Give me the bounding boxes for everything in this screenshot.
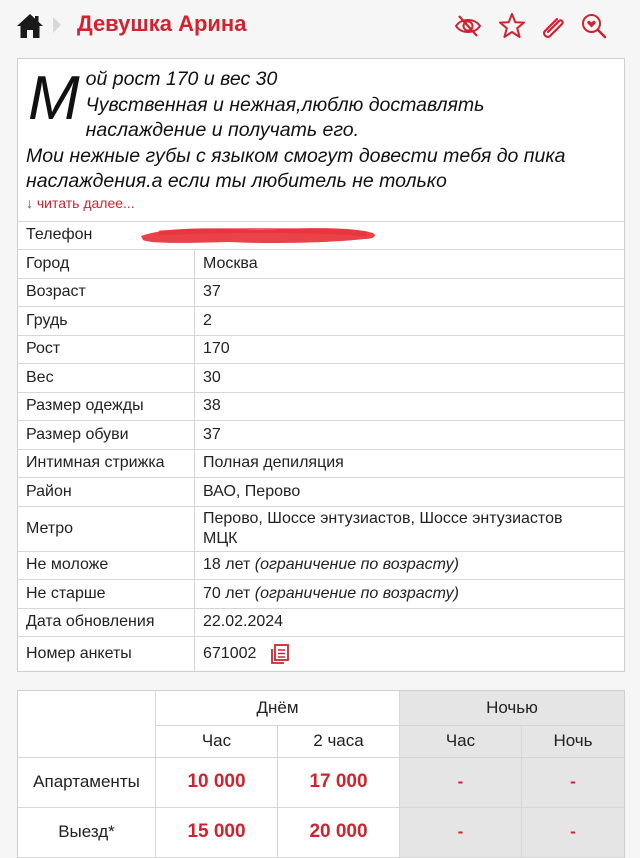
price-row-apartments xyxy=(18,757,624,807)
info-row xyxy=(18,421,624,450)
price-cell: - xyxy=(400,807,522,857)
metro-line: Перово, Шоссе энтузиастов, Шоссе энтузиастов xyxy=(203,509,563,527)
price-row-label: Выезд* xyxy=(18,807,156,857)
info-row xyxy=(18,250,624,279)
description-text xyxy=(26,64,616,195)
star-icon[interactable] xyxy=(498,12,526,40)
info-row-metro xyxy=(18,506,624,551)
min-age-value: 18 лет xyxy=(203,556,251,574)
profile-id-value: 671002 xyxy=(203,645,257,663)
info-row-phone xyxy=(18,221,624,250)
heart-search-icon[interactable] xyxy=(580,12,608,40)
age-note: (ограничение по возрасту) xyxy=(254,584,459,602)
home-icon[interactable] xyxy=(16,13,44,39)
info-value: 30 xyxy=(195,364,625,393)
info-label: Телефон xyxy=(18,221,195,250)
info-label: Дата обновления xyxy=(18,608,195,637)
info-row xyxy=(18,580,624,609)
info-value: ВАО, Перово xyxy=(195,478,625,507)
info-label: Вес xyxy=(18,364,195,393)
info-value: 22.02.2024 xyxy=(195,608,625,637)
info-value: Полная депиляция xyxy=(195,449,625,478)
metro-value xyxy=(195,506,625,551)
info-value: 37 xyxy=(195,421,625,450)
info-label: Район xyxy=(18,478,195,507)
info-row xyxy=(18,551,624,580)
info-value: 2 xyxy=(195,307,625,336)
price-row-outcall xyxy=(18,807,624,857)
profile-id-cell xyxy=(195,637,625,672)
info-row xyxy=(18,637,624,672)
price-cell: 10 000 xyxy=(156,757,278,807)
info-label: Номер анкеты xyxy=(18,637,195,672)
price-cell: - xyxy=(400,757,522,807)
read-more-link[interactable]: ↓ читать далее... xyxy=(26,194,135,211)
description-line: Чувственная и нежная,люблю доставлять xyxy=(85,93,485,116)
info-row xyxy=(18,449,624,478)
price-table xyxy=(18,691,624,858)
price-cell: 15 000 xyxy=(156,807,278,857)
age-note: (ограничение по возрасту) xyxy=(254,556,459,574)
info-row xyxy=(18,392,624,421)
description-line: ой рост 170 и вес 30 xyxy=(85,68,278,90)
price-row-label: Апартаменты xyxy=(18,757,156,807)
info-label: Возраст xyxy=(18,278,195,307)
price-header-row xyxy=(18,691,624,725)
description-line: Мои нежные губы с языком смогут довести тебя до пика xyxy=(26,144,566,167)
phone-value xyxy=(195,221,625,250)
info-label: Размер обуви xyxy=(18,421,195,450)
info-label: Не моложе xyxy=(18,551,195,580)
hide-eye-icon[interactable] xyxy=(454,12,482,40)
info-row xyxy=(18,364,624,393)
subheader-day-hour: Час xyxy=(156,725,278,757)
description-line: наслаждение и получать его. xyxy=(85,119,359,141)
breadcrumb-separator xyxy=(53,17,61,33)
info-label: Интимная стрижка xyxy=(18,449,195,478)
info-label: Город xyxy=(18,250,195,279)
info-value: Москва xyxy=(195,250,625,279)
info-label: Рост xyxy=(18,335,195,364)
copy-icon[interactable] xyxy=(269,643,291,665)
description xyxy=(18,59,624,221)
info-label: Грудь xyxy=(18,307,195,336)
info-row xyxy=(18,478,624,507)
info-row xyxy=(18,335,624,364)
night-header: Ночью xyxy=(400,691,625,725)
paperclip-icon[interactable] xyxy=(540,12,568,40)
info-label: Размер одежды xyxy=(18,392,195,421)
info-value: 38 xyxy=(195,392,625,421)
info-label: Метро xyxy=(18,506,195,551)
subheader-night-full: Ночь xyxy=(522,725,625,757)
info-value: 37 xyxy=(195,278,625,307)
info-value xyxy=(195,551,625,580)
price-card xyxy=(17,690,625,858)
price-cell: 17 000 xyxy=(278,757,400,807)
info-value: 170 xyxy=(195,335,625,364)
max-age-value: 70 лет xyxy=(203,584,251,602)
profile-card xyxy=(17,58,625,672)
subheader-night-hour: Час xyxy=(400,725,522,757)
page-title: Девушка Арина xyxy=(77,11,247,36)
price-cell: 20 000 xyxy=(278,807,400,857)
info-row xyxy=(18,608,624,637)
dropcap-letter: М xyxy=(28,64,80,133)
price-corner-cell xyxy=(18,691,156,757)
day-header: Днём xyxy=(156,691,400,725)
phone-redaction-mark xyxy=(139,224,379,246)
subheader-day-2hours: 2 часа xyxy=(278,725,400,757)
profile-info-table xyxy=(18,221,624,672)
info-row xyxy=(18,278,624,307)
info-row xyxy=(18,307,624,336)
top-bar xyxy=(0,0,640,52)
metro-line: МЦК xyxy=(203,529,238,547)
info-value xyxy=(195,580,625,609)
info-label: Не старше xyxy=(18,580,195,609)
description-line: наслаждения.а если ты любитель не только xyxy=(26,170,447,192)
price-cell: - xyxy=(522,757,625,807)
price-cell: - xyxy=(522,807,625,857)
